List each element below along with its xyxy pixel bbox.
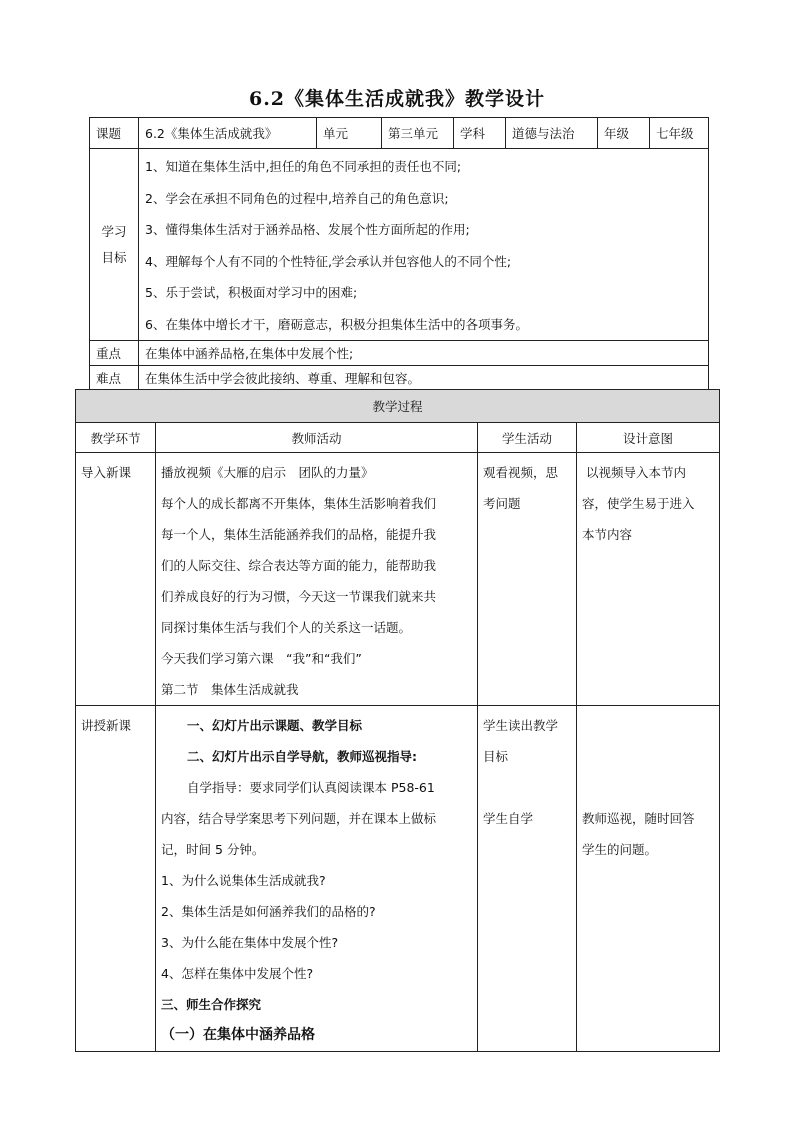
goals-list bbox=[139, 149, 709, 341]
teacher-line: 每个人的成长都离不开集体，集体生活影响着我们 bbox=[161, 496, 437, 511]
student-line: 学生自学 bbox=[483, 811, 534, 826]
guide-line: 内容，结合导学案思考下列问题，并在课本上做标 bbox=[161, 811, 437, 826]
info-row-goals bbox=[90, 149, 709, 341]
difficult-value: 在集体生活中学会彼此接纳、尊重、理解和包容。 bbox=[139, 366, 709, 391]
process-columns-row bbox=[76, 423, 720, 453]
student-line: 考问题 bbox=[483, 496, 521, 511]
process-row-intro bbox=[76, 453, 720, 706]
grade-label: 年级 bbox=[598, 118, 650, 149]
question-item: 1、为什么说集体生活成就我? bbox=[161, 873, 326, 888]
goals-label bbox=[90, 149, 139, 341]
column-header-stage: 教学环节 bbox=[76, 423, 156, 453]
question-item: 4、怎样在集体中发展个性? bbox=[161, 966, 314, 981]
question-item: 3、为什么能在集体中发展个性? bbox=[161, 935, 339, 950]
goals-label-line-1: 学习 bbox=[101, 223, 127, 239]
column-header-teacher: 教师活动 bbox=[156, 423, 478, 453]
teacher-line: 今天我们学习第六课 “我”和“我们” bbox=[161, 651, 362, 666]
intent-line: 学生的问题。 bbox=[582, 842, 658, 857]
intent-line: 容，使学生易于进入 bbox=[582, 496, 695, 511]
document-title: 6.2《集体生活成就我》教学设计 bbox=[248, 88, 546, 110]
guide-line: 记，时间 5 分钟。 bbox=[161, 842, 265, 857]
guide-line: 自学指导：要求同学们认真阅读课本 P58-61 bbox=[187, 780, 435, 795]
info-table bbox=[89, 117, 709, 391]
teacher-line: 每一个人，集体生活能涵养我们的品格，能提升我 bbox=[161, 527, 437, 542]
student-line: 学生读出教学 bbox=[483, 718, 559, 733]
info-row-topic bbox=[90, 118, 709, 149]
teacher-line: 们的人际交往、综合表达等方面的能力，能帮助我 bbox=[161, 558, 437, 573]
teacher-step-1: 一、幻灯片出示课题、教学目标 bbox=[187, 718, 363, 733]
stage-intro: 导入新课 bbox=[76, 453, 156, 706]
process-header-row bbox=[76, 390, 720, 423]
unit-value: 第三单元 bbox=[382, 118, 454, 149]
intent-line: 教师巡视，随时回答 bbox=[582, 811, 695, 826]
column-header-intent: 设计意图 bbox=[577, 423, 720, 453]
goal-item: 6、在集体中增长才干，磨砺意志，积极分担集体生活中的各项事务。 bbox=[145, 316, 528, 332]
goal-item: 4、理解每个人有不同的个性特征,学会承认并包容他人的不同个性; bbox=[145, 253, 512, 269]
subject-label: 学科 bbox=[454, 118, 506, 149]
difficult-label: 难点 bbox=[90, 366, 139, 391]
student-activity-new-lesson bbox=[478, 706, 577, 1052]
goal-item: 2、学会在承担不同角色的过程中,培养自己的角色意识; bbox=[145, 190, 449, 206]
design-intent-intro bbox=[577, 453, 720, 706]
stage-new-lesson: 讲授新课 bbox=[76, 706, 156, 1052]
info-row-difficult bbox=[90, 366, 709, 391]
design-intent-new-lesson bbox=[577, 706, 720, 1052]
goal-item: 1、知道在集体生活中,担任的角色不同承担的责任也不同; bbox=[145, 159, 462, 174]
process-table bbox=[75, 389, 720, 1052]
subject-value: 道德与法治 bbox=[506, 118, 598, 149]
intent-line: 本节内容 bbox=[582, 527, 633, 542]
teacher-step-4: （一）在集体中涵养品格 bbox=[161, 1027, 315, 1043]
student-activity-intro bbox=[478, 453, 577, 706]
question-item: 2、集体生活是如何涵养我们的品格的? bbox=[161, 904, 376, 919]
key-label: 重点 bbox=[90, 341, 139, 366]
teacher-activity-intro bbox=[156, 453, 478, 706]
student-line: 观看视频，思 bbox=[483, 465, 559, 480]
teacher-line: 第二节 集体生活成就我 bbox=[161, 682, 299, 697]
info-row-key bbox=[90, 341, 709, 366]
key-value: 在集体中涵养品格,在集体中发展个性; bbox=[139, 341, 709, 366]
teacher-step-2: 二、幻灯片出示自学导航，教师巡视指导: bbox=[187, 749, 417, 764]
column-header-student: 学生活动 bbox=[478, 423, 577, 453]
goal-item: 3、懂得集体生活对于涵养品格、发展个性方面所起的作用; bbox=[145, 222, 470, 237]
topic-value: 6.2《集体生活成就我》 bbox=[139, 118, 317, 149]
process-header: 教学过程 bbox=[76, 390, 720, 423]
goals-label-line-2: 目标 bbox=[101, 249, 127, 265]
intent-line: 以视频导入本节内 bbox=[582, 465, 686, 480]
teacher-line: 们养成良好的行为习惯，今天这一节课我们就来共 bbox=[161, 589, 437, 604]
grade-value: 七年级 bbox=[650, 118, 709, 149]
process-row-new-lesson bbox=[76, 706, 720, 1052]
teacher-line: 播放视频《大雁的启示 团队的力量》 bbox=[161, 465, 374, 480]
teacher-step-3: 三、师生合作探究 bbox=[161, 997, 262, 1012]
topic-label: 课题 bbox=[90, 118, 139, 149]
teacher-activity-new-lesson bbox=[156, 706, 478, 1052]
teacher-line: 同探讨集体生活与我们个人的关系这一话题。 bbox=[161, 620, 412, 635]
unit-label: 单元 bbox=[317, 118, 382, 149]
goal-item: 5、乐于尝试，积极面对学习中的困难; bbox=[145, 285, 358, 300]
student-line: 目标 bbox=[483, 749, 509, 764]
